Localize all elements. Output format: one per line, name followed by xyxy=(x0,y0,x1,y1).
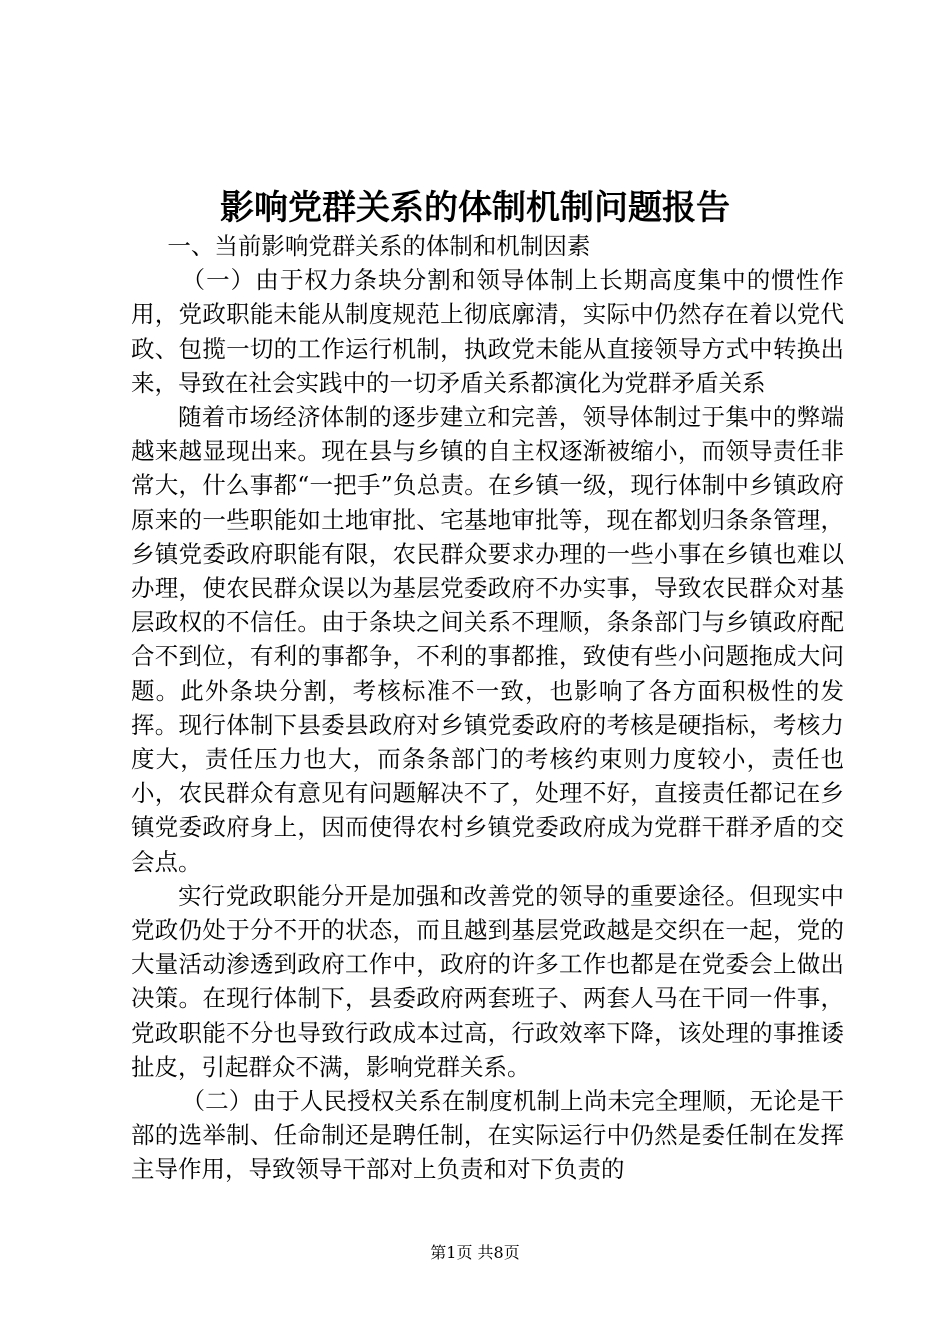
subsection-paragraph: （二）由于人民授权关系在制度机制上尚未完全理顺，无论是干部的选举制、任命制还是聘任制，在实际运行中仍然是委任制在发挥主导作用，导致领导干部对上负责和对下负责的 xyxy=(131,1087,844,1184)
document-body xyxy=(131,229,844,1187)
subsection-paragraph: （一）由于权力条块分割和领导体制上长期高度集中的惯性作用，党政职能未能从制度规范上彻底廓清，实际中仍然存在着以党代政、包揽一切的工作运行机制，执政党未能从直接领导方式中转换出来，导致在社会实践中的一切矛盾关系都演化为党群矛盾关系 xyxy=(131,266,844,397)
page-number: 第1页 共8页 xyxy=(430,1243,520,1262)
section-heading: 一、当前影响党群关系的体制和机制因素 xyxy=(167,232,591,260)
body-paragraph: 随着市场经济体制的逐步建立和完善，领导体制过于集中的弊端越来越显现出来。现在县与乡镇的自主权逐渐被缩小，而领导责任非常大，什么事都“一把手”负总责。在乡镇一级，现行体制中乡镇政府原来的一些职能如土地审批、宅基地审批等，现在都划归条条管理，乡镇党委政府职能有限，农民群众要求办理的一些小事在乡镇也难以办理，使农民群众误以为基层党委政府不办实事，导致农民群众对基层政权的不信任。由于条块之间关系不理顺，条条部门与乡镇政府配合不到位，有利的事都争，不利的事都推，致使有些小问题拖成大问题。此外条块分割，考核标准不一致，也影响了各方面积极性的发挥。现行体制下县委县政府对乡镇党委政府的考核是硬指标，考核力度大，责任压力也大，而条条部门的考核约束则力度较小，责任也小，农民群众有意见有问题解决不了，处理不好，直接责任都记在乡镇党委政府身上，因而使得农村乡镇党委政府成为党群干群矛盾的交会点。 xyxy=(131,403,844,876)
body-paragraph: 实行党政职能分开是加强和改善党的领导的重要途径。但现实中党政仍处于分不开的状态，而且越到基层党政越是交织在一起，党的大量活动渗透到政府工作中，政府的许多工作也都是在党委会上做出决策。在现行体制下，县委政府两套班子、两套人马在干同一件事，党政职能不分也导致行政成本过高，行政效率下降，该处理的事推诿扯皮，引起群众不满，影响党群关系。 xyxy=(131,881,844,1081)
document-title: 影响党群关系的体制机制问题报告 xyxy=(220,188,730,228)
